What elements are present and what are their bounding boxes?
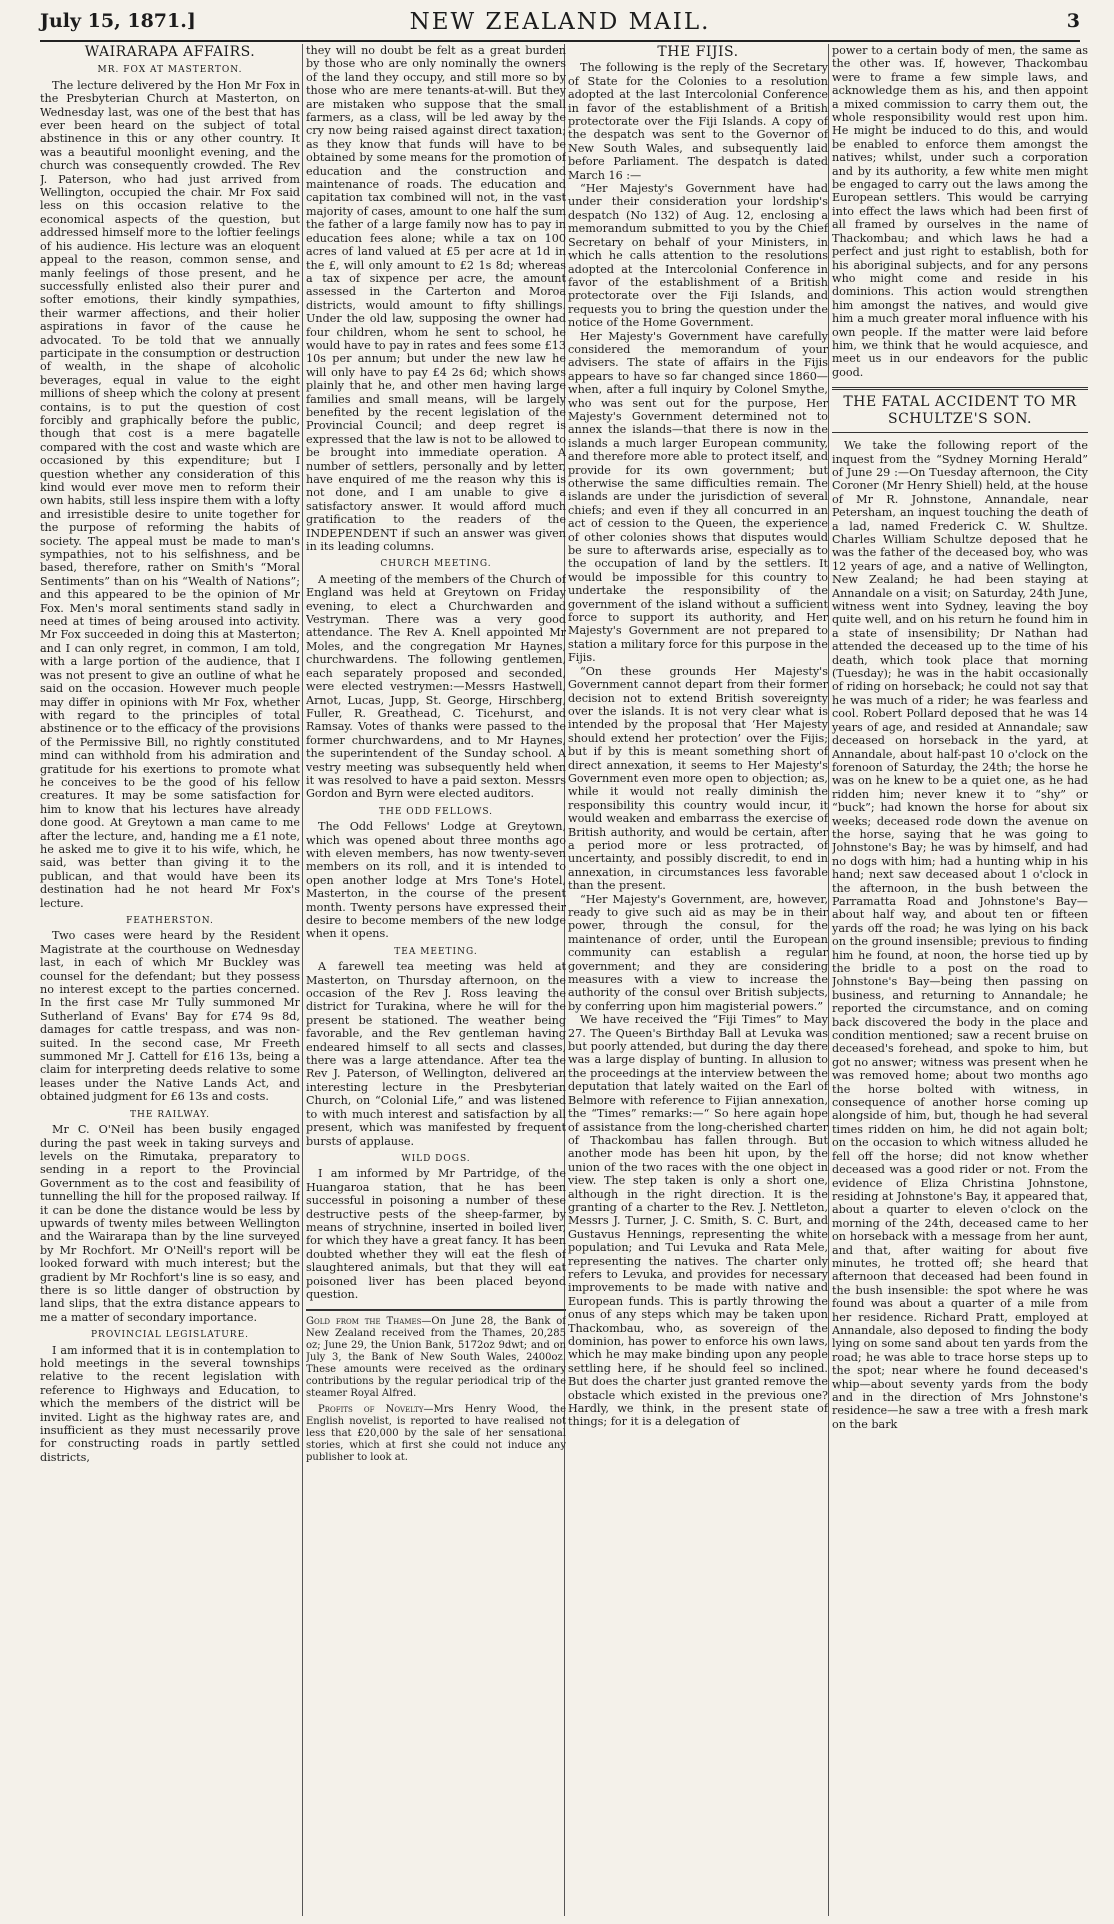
column-2 <box>306 44 566 1918</box>
article-paragraph: A meeting of the members of the Church of England was held at Greytown on Friday evening, to elect a Churchwarden and Vestryman. There was a very good attendance. The Rev A. Knell appointed Mr Moles, and the congregation Mr Haynes, churchwardens. The following gentlemen, each separately proposed and seconded, were elected vestrymen:—Messrs Hastwell, Arnot, Lucas, Jupp, St. George, Hirschberg, Fuller, R. Greathead, C. Ticehurst, and Ramsay. Votes of thanks were passed to the former churchwardens, and to Mr Haynes, the superintendent of the Sunday school. A vestry meeting was subsequently held when it was resolved to have a paid sexton. Messrs Gordon and Byrn were elected auditors. <box>306 572 566 801</box>
brief-text: —Mrs Henry Wood, the English novelist, is reported to have realised not less that £20,000 by the sale of her sensational stories, which at first she could not induce any publisher to look at. <box>306 1404 566 1464</box>
section-heading: CHURCH MEETING. <box>380 559 492 570</box>
article-paragraph: “Her Majesty's Government have had under their consideration your lordship's despatch (No 132) of Aug. 12, enclosing a memorandum submitted to you by the Chief Secretary on behalf of your Ministers, in which he calls attention to the resolutions adopted at the Intercolonial Conference in favor of the establishment of a British protectorate over the Fiji Islands, and requests you to bring the question under the notice of the Home Government. <box>568 182 828 330</box>
issue-date: July 15, 1871.] <box>40 10 196 32</box>
section-heading: FEATHERSTON. <box>126 916 214 926</box>
article-paragraph: power to a certain body of men, the same as the other was. If, however, Thackombau were to frame a few simple laws, and acknowledge them as his, and then appoint a mixed commission to carry them out, the whole responsibility would rest upon him. He might be induced to do this, and would be enabled to enforce them amongst the natives; whilst, under such a corporation and by its authority, a few white men might be engaged to carry out the laws among the European settlers. This would be carrying into effect the laws which had been first of all framed by ourselves in the name of Thackombau; and which laws he had a perfect and just right to establish, both for his aboriginal subjects, and for any persons who might come and reside in his dominions. This action would strengthen him amongst the natives, and would give him a much greater moral influence with his own people. If the matter were laid before him, we think that he would acquiesce, and meet us in our endeavors for the public good. <box>832 44 1088 379</box>
column-rule <box>828 44 829 1916</box>
section-heading: MR. FOX AT MASTERTON. <box>97 65 243 76</box>
brief-heading: Profits of Novelty <box>318 1404 424 1416</box>
newspaper-title: NEW ZEALAND MAIL. <box>409 9 711 35</box>
article-title-wairarapa: WAIRARAPA AFFAIRS. <box>84 44 256 60</box>
brief-text: —On June 28, the Bank of New Zealand received from the Thames, 20,285 oz; June 29, the Union Bank, 5172oz 9dwt; and on July 3, the Bank of New South Wales, 2400oz. These amounts were received as the ordinary contributions by the regular periodical trip of the steamer Royal Alfred. <box>306 1316 566 1400</box>
article-paragraph: I am informed by Mr Partridge, of the Huangaroa station, that he has been successful in poisoning a number of these destructive pests of the sheep-farmer, by means of strychnine, inserted in boiled liver, for which they have a great fancy. It has been doubted whether they will eat the flesh of slaughtered animals, but that they will eat poisoned liver has been placed beyond question. <box>306 1167 566 1301</box>
article-paragraph: We have received the “Fiji Times” to May 27. The Queen's Birthday Ball at Levuka was but poorly attended, but during the day there was a large display of bunting. In allusion to the proceedings at the interview between the deputation that lately waited on the Earl of Belmore with reference to Fijian annexation, the “Times” remarks:—“ So here again hope of assistance from the long-cherished charter of Thackombau has fallen through. But another mode has been hit upon, by the union of the two races with the one object in view. The step taken is only a short one, although in the right direction. It is the granting of a charter to the Rev. J. Nettleton, Messrs J. Turner, J. C. Smith, S. C. Burt, and Gustavus Hennings, representing the white population; and Tui Levuka and Rata Mele, representing the natives. The charter only refers to Levuka, and provides for necessary improvements to be made with native and European funds. This is partly throwing the onus of any steps which may be taken upon Thackombau, who, as sovereign of the dominion, has power to enforce his own laws, which he may make binding upon any people settling here, if he should feel so inclined. But does the charter just granted remove the obstacle which existed in the previous one? Hardly, we think, in the present state of things; for it is a delegation of <box>568 1013 828 1429</box>
article-title-fatal-accident: THE FATAL ACCIDENT TO MR SCHULTZE'S SON. <box>832 387 1088 433</box>
section-heading: TEA MEETING. <box>394 946 478 957</box>
article-paragraph: “On these grounds Her Majesty's Government cannot depart from their former decision not to extend British sovereignty over the islands. It is not very clear what is intended by the proposal that ‘Her Majesty should extend her protection’ over the Fijis; but if by this is meant something short of direct annexation, it seems to Her Majesty's Government even more open to objection; as, while it would not really diminish the responsibility this country would incur, it would weaken and embarrass the exercise of British authority, and would be certain, after a period more or less protracted, of uncertainty, and possibly discredit, to end in annexation, in circumstances less favorable than the present. <box>568 664 828 893</box>
column-4 <box>832 44 1088 1918</box>
masthead <box>40 8 1080 42</box>
article-paragraph: We take the following report of the inquest from the “Sydney Morning Herald” of June 29 :—On Tuesday afternoon, the City Coroner (Mr Henry Shiell) held, at the house of Mr R. Johnstone, Annandale, near Petersham, an inquest touching the death of a lad, named Frederick C. W. Shultze. Charles William Schultze deposed that he was the father of the deceased boy, who was 12 years of age, and a native of Wellington, New Zealand; he had been staying at Annandale on a visit; on Saturday, 24th June, witness went into Sydney, leaving the boy quite well, and on his return he found him in a state of insensibility; Dr Nathan had attended the deceased up to the time of his death, which took place that morning (Tuesday); he was in the habit occasionally of riding on horseback; he could not say that he was much of a rider; he was fearless and cool. Robert Pollard deposed that he was 14 years of age, and resided at Annandale; saw deceased on horseback in the yard, at Annandale, about half-past 10 o'clock on the forenoon of Saturday, the 24th; the horse he was on he knew to be a quiet one, as he had ridden him; never knew it to “shy” or “buck”; had known the horse for about six weeks; deceased rode down the avenue on the horse, saying that he was going to Johnstone's Bay; he was by himself, and had no dogs with him; had a hunting whip in his hand; next saw deceased about 1 o'clock in the afternoon, in the bush between the Parramatta Road and Johnstone's Bay—about half way, and about ten or fifteen yards off the road; he was lying on his back on the ground insensible; previous to finding him he found, at noon, the horse tied up by the bridle to a post on the road to Johnstone's Bay—being then passing on business, and returning to Annandale; he reported the circumstance, and on coming back discovered the body in the place and condition mentioned; saw a recent bruise on deceased's forehead, and spoke to him, but got no answer; witness was present when he was removed home; about two months ago the horse bolted with witness, in consequence of another horse coming up alongside of him, but, though he had several times ridden on him, he did not again bolt; on the occasion to which witness alluded he fell off the horse; did not know whether deceased was a good rider or not. From the evidence of Eliza Christina Johnstone, residing at Johnstone's Bay, it appeared that, about a quarter to eleven o'clock on the morning of the 24th, deceased came to her on horseback with a message from her aunt, and that, after waiting for about five minutes, he trotted off; she heard that afternoon that deceased had been found in the bush insensible: the spot where he was found was about a quarter of a mile from her residence. Richard Pratt, employed at Annandale, also deposed to finding the body lying on some sand about ten yards from the road; he was able to trace horse steps up to the spot; near where he found deceased's whip—about seventy yards from the body and in the direction of Mrs Johnstone's residence—he saw a tree with a fresh mark on the bark <box>832 439 1088 1431</box>
page-number: 3 <box>1066 10 1080 32</box>
article-paragraph: Two cases were heard by the Resident Magistrate at the courthouse on Wednesday last, in each of which Mr Buckley was counsel for the defendant; but they possess no interest except to the parties concerned. In the first case Mr Tully summoned Mr Sutherland of Evans' Bay for £74 9s 8d, damages for cattle trespass, and was non-suited. In the second case, Mr Freeth summoned Mr J. Cattell for £16 13s, being a claim for interpreting deeds relative to some leases under the Native Lands Act, and obtained judgment for £6 13s and costs. <box>40 929 300 1104</box>
article-paragraph: The following is the reply of the Secretary of State for the Colonies to a resolution adopted at the last Intercolonial Conference in favor of the establishment of a British protectorate over the Fiji Islands. A copy of the despatch was sent to the Governor of New South Wales, and subsequently laid before Parliament. The despatch is dated March 16 :— <box>568 61 828 182</box>
column-3 <box>568 44 828 1918</box>
article-paragraph: A farewell tea meeting was held at Masterton, on Thursday afternoon, on the occasion of the Rev J. Ross leaving the district for Turakina, where he will for the present be stationed. The weather being favorable, and the Rev gentleman having endeared himself to all sects and classes, there was a large attendance. After tea the Rev J. Paterson, of Wellington, delivered an interesting lecture in the Presbyterian Church, on “Colonial Life,” and was listened to with much interest and satisfaction by all present, which was manifested by frequent bursts of applause. <box>306 960 566 1148</box>
column-1 <box>40 44 300 1918</box>
article-paragraph: I am informed that it is in contemplation to hold meetings in the several townships relative to the recent legislation with reference to Highways and Education, to which the members of the district will be invited. Light as the highway rates are, and insufficient as they must necessarily prove for constructing roads in partly settled districts, <box>40 1343 300 1464</box>
brief-heading: Gold from the Thames <box>306 1316 422 1328</box>
news-brief-gold <box>306 1316 566 1464</box>
article-paragraph: they will no doubt be felt as a great burden by those who are only nominally the owners of the land they occupy, and still more so by those who are mere tenants-at-will. But they are mistaken who suppose that the small farmers, as a class, will be led away by the cry now being raised against direct taxation; as they know that funds will have to be obtained by some means for the promotion of education and the construction and maintenance of roads. The education and capitation tax combined will not, in the vast majority of cases, amount to one half the sum the father of a large family now has to pay in education fees alone; while a tax on 100 acres of land valued at £5 per acre at 1d in the £, will only amount to £2 1s 8d; whereas a tax of sixpence per acre, the amount assessed in the Carterton and Moroa districts, would amount to fifty shillings. Under the old law, supposing the owner had four children, whom he sent to school, he would have to pay in rates and fees some £13 10s per annum; but under the new law he will only have to pay £4 2s 6d; which shows plainly that he, and other men having large families and small means, will be largely benefited by the recent legislation of the Provincial Council; and deep regret is expressed that the law is not to be allowed to be brought into immediate operation. A number of settlers, personally and by letter, have enquired of me the reason why this is not done, and I am unable to give a satisfactory answer. It would afford much gratification to the readers of the INDEPENDENT if such an answer was given in its leading columns. <box>306 44 566 554</box>
section-heading: PROVINCIAL LEGISLATURE. <box>91 1330 249 1341</box>
article-paragraph: The lecture delivered by the Hon Mr Fox in the Presbyterian Church at Masterton, on Wednesday last, was one of the best that has ever been heard on the subject of total abstinence in this or any other country. It was a beautiful moonlight evening, and the church was consequently crowded. The Rev J. Paterson, who had just arrived from Wellington, occupied the chair. Mr Fox said less on this occasion relative to the economical aspects of the question, but addressed himself more to the loftier feelings of his audience. His lecture was an eloquent appeal to the reason, common sense, and manly feelings of those present, and he successfully enlisted also their purer and softer emotions, their kindly sympathies, their warmer affections, and their holier aspirations in favor of the cause he advocated. To be told that we annually participate in the consumption or destruction of wealth, in the shape of alcoholic beverages, equal in value to the eight millions of sheep which the colony at present contains, is to put the question of cost forcibly and graphically before the public, though that cost is a mere bagatelle compared with the cost and waste which are occasioned by this expenditure; but I question whether any consideration of this kind would ever move men to reform their own habits, still less inspire them with a lofty and irresistible desire to unite together for the purpose of reforming the habits of society. The appeal must be made to man's sympathies, not to his selfishness, and be based, therefore, rather on Smith's “Moral Sentiments” than on his “Wealth of Nations”; and this appeared to be the opinion of Mr Fox. Men's moral sentiments stand sadly in need at times of being aroused into activity. Mr Fox succeeded in doing this at Masterton; and I can only regret, in common, I am told, with a large portion of the audience, that I was not present to give an outline of what he said on the occasion. However much people may differ in opinions with Mr Fox, whether with regard to the principles of total abstinence or to the efficacy of the provisions of the Permissive Bill, no rightly constituted mind can withhold from his admiration and gratitude for his exertions to promote what he conceives to be the good of his fellow creatures. It may be some satisfaction for him to know that his lectures have already done good. At Greytown a man came to me after the lecture, and, handing me a £1 note, he asked me to give it to his wife, which, he said, was better than giving it to the publican, and that would have been its destination had he not heard Mr Fox's lecture. <box>40 78 300 910</box>
article-paragraph: Mr C. O'Neil has been busily engaged during the past week in taking surveys and levels on the Rimutaka, preparatory to sending in a report to the Provincial Government as to the cost and feasibility of tunnelling the hill for the proposed railway. If it can be done the distance would be less by upwards of twenty miles between Wellington and the Wairarapa than by the line surveyed by Mr Rochfort. Mr O'Neill's report will be looked forward with much interest; but the gradient by Mr Rochfort's line is so easy, and there is so little danger of obstruction by land slips, that the extra distance appears to me a matter of secondary importance. <box>40 1123 300 1324</box>
article-paragraph: The Odd Fellows' Lodge at Greytown, which was opened about three months ago with eleven members, has now twenty-seven members on its roll, and it is intended to open another lodge at Mrs Tone's Hotel, Masterton, in the course of the present month. Twenty persons have expressed their desire to become members of the new lodge when it opens. <box>306 820 566 941</box>
column-rule <box>302 44 303 1916</box>
divider <box>306 1309 566 1311</box>
article-title-fijis: THE FIJIS. <box>657 44 739 60</box>
article-paragraph: “Her Majesty's Government, are, however, ready to give such aid as may be in their power, through the consul, for the maintenance of order, until the European community can establish a regular government; and they are considering measures with a view to increase the authority of the consul over British subjects, by conferring upon him magisterial powers.” <box>568 892 828 1013</box>
section-heading: THE ODD FELLOWS. <box>378 806 494 817</box>
article-paragraph: Her Majesty's Government have carefully considered the memorandum of your advisers. The state of affairs in the Fijis appears to have so far changed since 1860—when, after a full inquiry by Colonel Smythe, who was sent out for the purpose, Her Majesty's Government determined not to annex the islands—that there is now in the islands a much larger European community, and therefore more able to protect itself, and provide for its own government; but otherwise the same difficulties remain. The islands are under the jurisdiction of several chiefs; and even if they all concurred in an act of cession to the Queen, the experience of other colonies shows that disputes would be sure to afterwards arise, especially as to the occupation of land by the settlers. It would be impossible for this country to undertake the responsibility of the government of the island without a sufficient force to support its authority, and Her Majesty's Government are not prepared to station a military force for this purpose in the Fijis. <box>568 329 828 665</box>
section-heading: WILD DOGS. <box>401 1153 471 1164</box>
section-heading: THE RAILWAY. <box>130 1109 210 1120</box>
